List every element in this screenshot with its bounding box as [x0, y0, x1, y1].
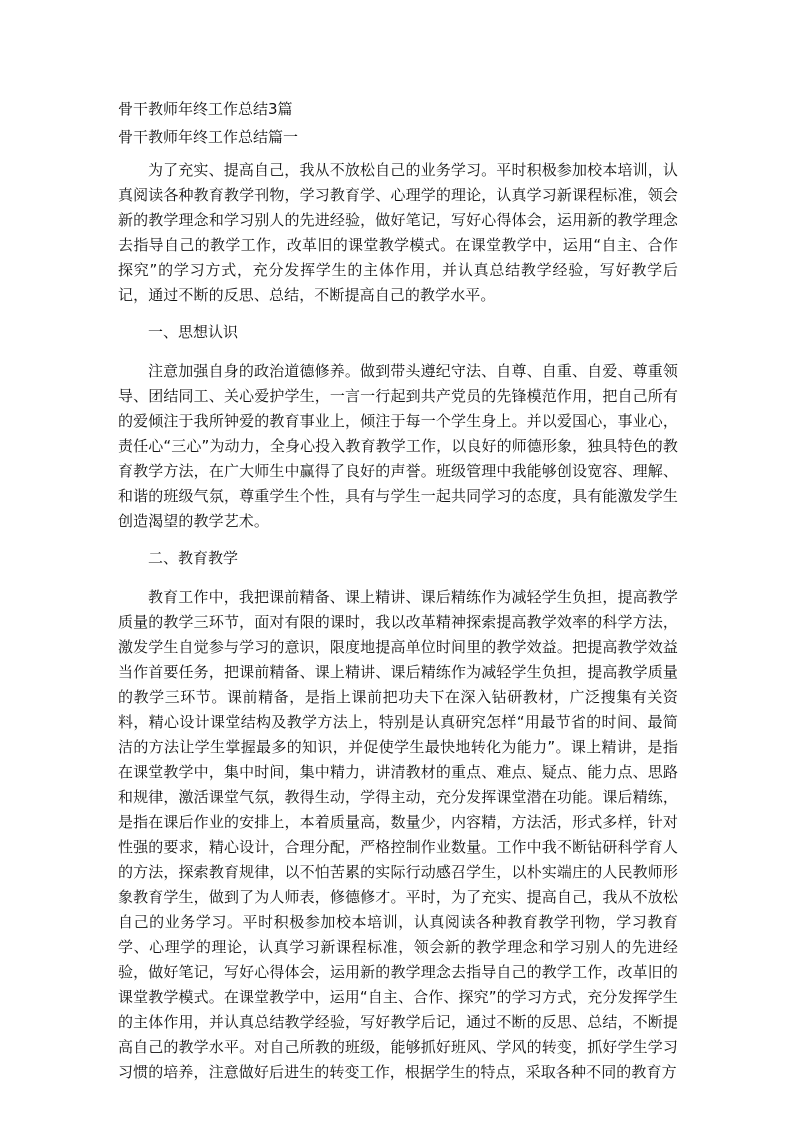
- document-subtitle: 骨干教师年终工作总结篇一: [118, 128, 299, 146]
- document-content: [118, 96, 678, 1097]
- section-paragraph-teaching: 教育工作中，我把课前精备、课上精讲、课后精练作为减轻学生负担，提高教学质量的教学三环节，面对有限的课时，我以改革精神探索提高教学效率的科学方法，激发学生自觉参与学习的意识，限度地提高单位时间里的教学效益。把提高教学效益当作首要任务，把课前精备、课上精讲、课后精练作为减轻学生负担，提高教学质量的教学三环节。课前精备，是指上课前把功夫下在深入钻研教材，广泛搜集有关资料，精心设计课堂结构及教学方法上，特别是认真研究怎样“用最节省的时间、最简洁的方法让学生掌握最多的知识，并促使学生最快地转化为能力”。课上精讲，是指在课堂教学中，集中时间，集中精力，讲清教材的重点、难点、疑点、能力点、思路和规律，激活课堂气氛，教得生动，学得主动，充分发挥课堂潜在功能。课后精练，是指在课后作业的安排上，本着质量高，数量少，内容精，方法活，形式多样，针对性强的要求，精心设计，合理分配，严格控制作业数量。工作中我不断钻研科学育人的方法，探索教育规律，以不怕苦累的实际行动感召学生，以朴实端庄的人民教师形象教育学生，做到了为人师表，修德修才。平时，为了充实、提高自己，我从不放松自己的业务学习。平时积极参加校本培训，认真阅读各种教育教学刊物，学习教育学、心理学的理论，认真学习新课程标准，领会新的教学理念和学习别人的先进经验，做好笔记，写好心得体会，运用新的教学理念去指导自己的教学工作，改革旧的课堂教学模式。在课堂教学中，运用“自主、合作、探究”的学习方式，充分发挥学生的主体作用，并认真总结教学经验，写好教学后记，通过不断的反思、总结，不断提高自己的教学水平。对自己所教的班级，能够抓好班风、学风的转变，抓好学生学习习惯的培养，注意做好后进生的转变工作，根据学生的特点，采取各种不同的教育方: [118, 588, 678, 1081]
- intro-paragraph: 为了充实、提高自己，我从不放松自己的业务学习。平时积极参加校本培训，认真阅读各种教育教学刊物，学习教育学、心理学的理论，认真学习新课程标准，领会新的教学理念和学习别人的先进经验，做好笔记，写好心得体会，运用新的教学理念去指导自己的教学工作，改革旧的课堂教学模式。在课堂教学中，运用“自主、合作探究”的学习方式，充分发挥学生的主体作用，并认真总结教学经验，写好教学后记，通过不断的反思、总结，不断提高自己的教学水平。: [118, 161, 678, 304]
- section-heading-thought: 一、思想认识: [148, 323, 239, 341]
- document-title: 骨干教师年终工作总结3篇: [118, 100, 293, 118]
- section-heading-teaching: 二、教育教学: [148, 549, 239, 567]
- section-paragraph-thought: 注意加强自身的政治道德修养。做到带头遵纪守法、自尊、自重、自爱、尊重领导、团结同工、关心爱护学生，一言一行起到共产党员的先锋模范作用，把自己所有的爱倾注于我所钟爱的教育事业上，倾注于每一个学生身上。并以爱国心，事业心，责任心“三心”为动力，全身心投入教育教学工作，以良好的师德形象，独具特色的教育教学方法，在广大师生中赢得了良好的声誉。班级管理中我能够创设宽容、理解、和谐的班级气氛，尊重学生个性，具有与学生一起共同学习的态度，具有能激发学生创造渴望的教学艺术。: [118, 362, 678, 530]
